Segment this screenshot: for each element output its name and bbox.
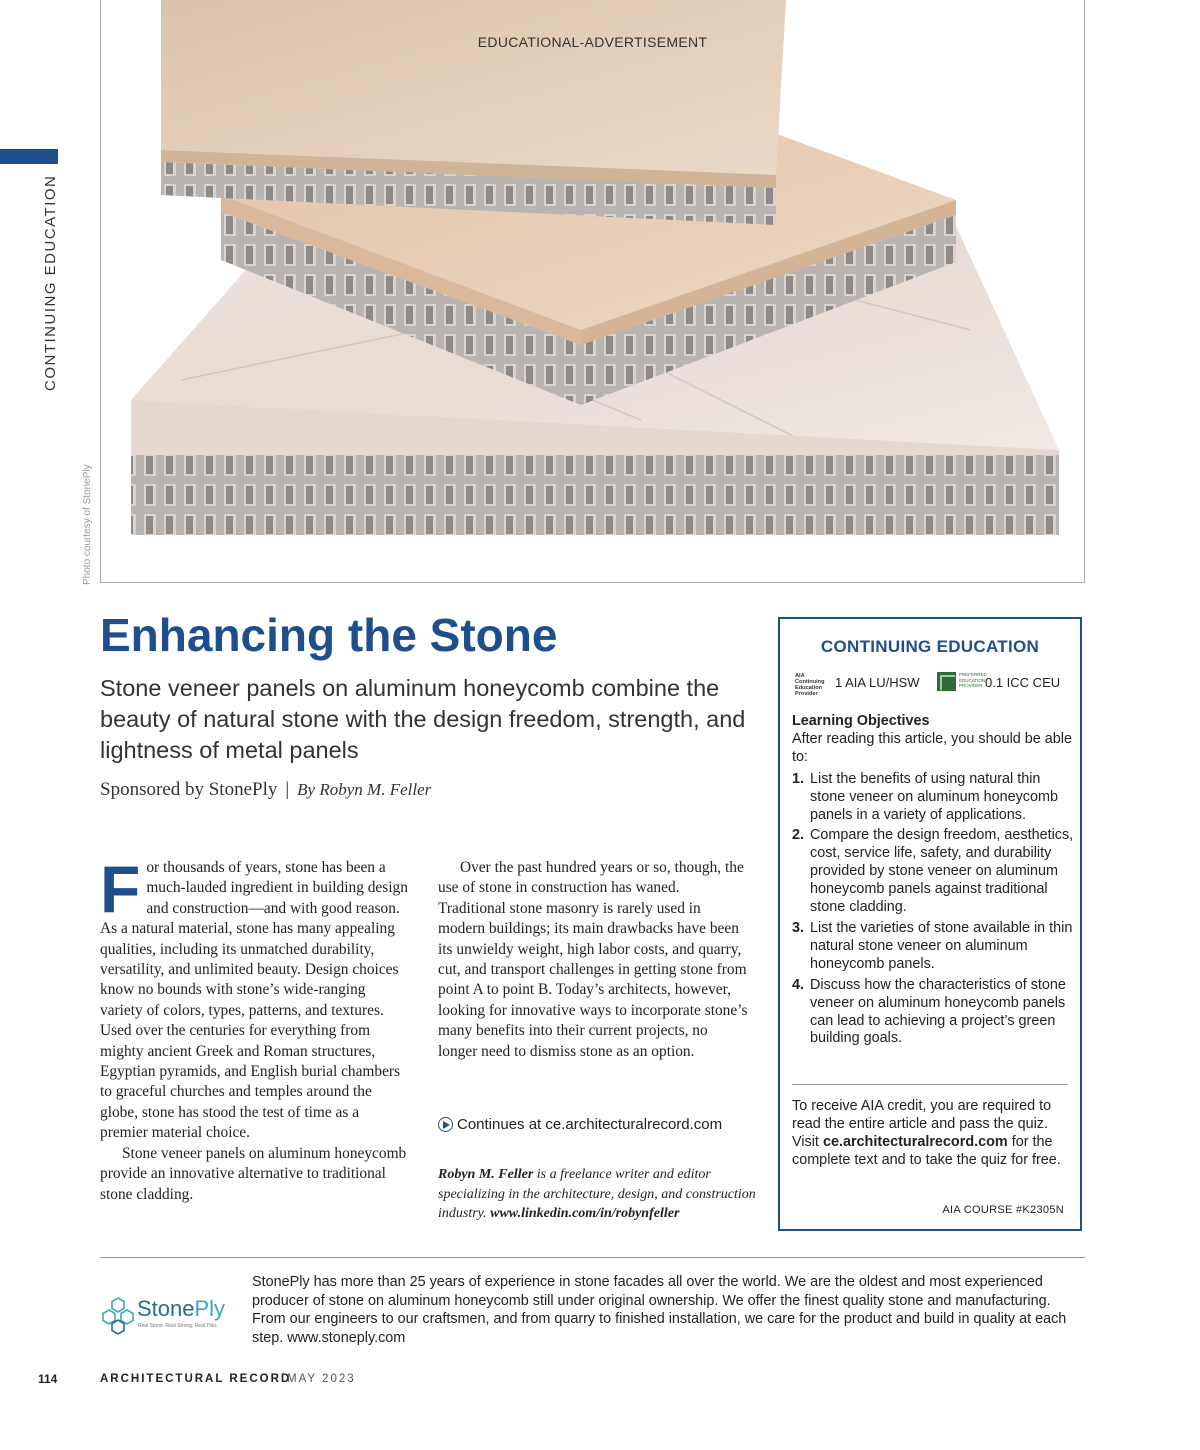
objective-text: Discuss how the characteristics of stone veneer on aluminum honeycomb panels can lead to achieving a project’s green building goals. [810,976,1066,1047]
objective-item [792,977,1077,1049]
magazine-name: ARCHITECTURAL RECORD [100,1373,292,1385]
objective-text: List the varieties of stone available in thin natural stone veneer on aluminum honeycomb panels. [810,919,1073,972]
section-color-bar [0,149,58,164]
objective-text: Compare the design freedom, aesthetics, cost, service life, safety, and durability provided by stone veneer on aluminum honeycomb panels against traditional stone cladding. [810,827,1074,916]
aia-credit: 1 AIA LU/HSW [835,675,920,690]
author-bio-text: is a freelance writer and editor specializing in the architecture, design, and construction industry. [438,1167,756,1221]
stoneply-tagline: Real Stone. Real Strong. Real Thin. [138,1323,218,1329]
aia-provider-logo: AIA Continuing Education Provider [795,673,825,697]
author-bio [438,1165,758,1224]
section-label: CONTINUING EDUCATION [42,175,59,392]
divider [792,1084,1068,1085]
stone-panels-illustration [101,0,1085,583]
play-arrow-icon [438,1117,453,1132]
icc-credit: 0.1 ICC CEU [985,675,1061,690]
beige-panel-top [161,0,786,175]
byline-separator: | [285,779,290,800]
honeycomb-core-bottom [131,455,1059,535]
credit-instructions [792,1098,1074,1170]
sponsor-credit: Sponsored by StonePly [100,779,278,800]
continues-text: Continues at ce.architecturalrecord.com [457,1116,723,1133]
course-number: AIA COURSE #K2305N [942,1204,1064,1216]
objective-number: 3. [792,919,805,936]
objective-text: List the benefits of using natural thin stone veneer on aluminum honeycomb panels in a variety of applications. [810,770,1058,823]
icc-mark-icon [937,672,956,691]
learning-objectives-title: Learning Objectives [792,713,930,729]
photo-credit: Photo courtesy of StonePly [82,464,93,585]
author-credit: By Robyn M. Feller [297,780,432,799]
credit-text: for the complete text and to take the quiz for free. [792,1133,1061,1168]
icc-logo-text: PREFERRED EDUCATION PROVIDER [959,672,987,688]
issue-date: MAY 2023 [287,1373,356,1385]
hero-photo [100,0,1085,583]
objective-number: 2. [792,827,805,844]
credits-row [792,671,1072,695]
body-paragraph: Over the past hundred years or so, though, the use of stone in construction has waned. Traditional stone masonry is rarely used in modern buildings; its main drawbacks have been its unwieldy weight, high labor costs, and quarry, cut, and transport challenges in getting stone from point A to point B. Today’s architects, however, looking for innovative ways to incorporate stone’s many benefits into their current projects, no longer need to dismiss stone as an option. [438,859,748,1060]
body-column-1 [100,852,408,1205]
objective-item [792,771,1077,825]
continuing-education-box [778,617,1082,1231]
stoneply-logo [100,1296,225,1336]
body-paragraph-text: or thousands of years, stone has been a much-lauded ingredient in building design and construction—and with good reason. As a natural material, stone has many appealing qualities, including its unmatched durability, versatility, and unlimited beauty. Design choices know no bounds with stone’s wide-ranging variety of colors, types, patterns, and textures. Used over the centuries for everything from mighty ancient Greek and Roman structures, Egyptian pyramids, and English burial chambers to graceful churches and temples around the globe, stone has stood the test of time as a premier material choice. [100,859,408,1142]
author-linkedin-link[interactable]: www.linkedin.com/in/robynfeller [490,1206,680,1221]
body-paragraph [100,852,408,1144]
wordmark-ply: Ply [194,1296,226,1321]
learning-objectives [792,713,1077,1051]
drop-cap: F [100,852,141,926]
page-number: 114 [38,1372,58,1386]
body-column-2 [438,858,748,1062]
continues-link[interactable] [438,1116,722,1133]
objective-number: 1. [792,770,805,787]
ce-heading: CONTINUING EDUCATION [820,637,1040,656]
article-title: Enhancing the Stone [100,609,558,661]
byline [100,779,431,801]
author-bio-name: Robyn M. Feller [438,1167,534,1182]
objective-number: 4. [792,976,805,993]
sponsor-description: StonePly has more than 25 years of experience in stone facades all over the world. We are the oldest and most experienced producer of stone on aluminum honeycomb still under original ownership. We offer the finest quality stone and manufacturing. From our engineers to our craftsmen, and from quarry to finished installation, we care for the product and build in quality at each step. www.stoneply.com [252,1274,1067,1346]
ce-website-link[interactable]: ce.architecturalrecord.com [822,1133,1008,1150]
article-subtitle: Stone veneer panels on aluminum honeycomb combine the beauty of natural stone with the design freedom, strength, and lightness of metal panels [100,675,746,763]
wordmark-stone: Stone [137,1296,195,1321]
objective-item [792,827,1077,917]
learning-objectives-intro: After reading this article, you should be able to: [792,730,1072,765]
advertisement-label: EDUCATIONAL-ADVERTISEMENT [477,34,708,50]
body-paragraph: Stone veneer panels on aluminum honeycomb provide an innovative alternative to traditional stone cladding. [100,1144,407,1203]
objective-item [792,920,1077,974]
divider [100,1257,1085,1258]
credit-text: To receive AIA credit, you are required to read the entire article and pass the quiz. Visit [792,1098,1052,1150]
honeycomb-logo-icon [100,1296,136,1336]
icc-provider-logo [937,671,989,693]
stoneply-wordmark [137,1296,225,1322]
objectives-list [792,771,1077,1049]
